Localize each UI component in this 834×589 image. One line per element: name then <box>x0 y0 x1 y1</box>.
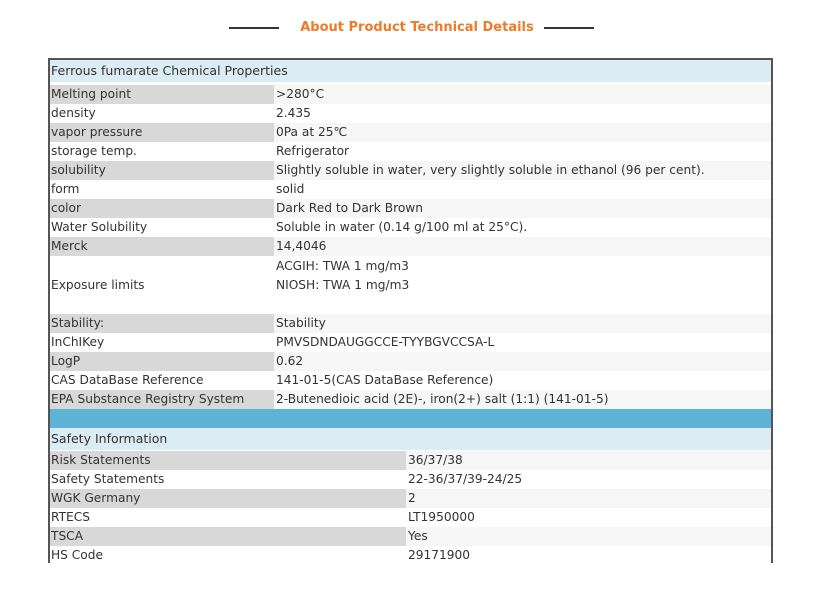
row-value: Soluble in water (0.14 g/100 ml at 25°C). <box>274 218 771 237</box>
table-row <box>50 333 771 352</box>
section-heading <box>0 18 834 40</box>
row-key: Merck <box>50 237 274 256</box>
row-key: storage temp. <box>50 142 274 161</box>
heading-divider-right <box>544 27 594 29</box>
row-key: RTECS <box>50 508 406 527</box>
row-key: Melting point <box>50 85 274 104</box>
row-value: 22-36/37/39-24/25 <box>406 470 771 489</box>
row-key: EPA Substance Registry System <box>50 390 274 409</box>
row-value: Refrigerator <box>274 142 771 161</box>
table-row <box>50 390 771 409</box>
row-value: Dark Red to Dark Brown <box>274 199 771 218</box>
row-value: 141-01-5(CAS DataBase Reference) <box>274 371 771 390</box>
chemical-properties-title: Ferrous fumarate Chemical Properties <box>50 60 771 82</box>
row-value: 36/37/38 <box>406 451 771 470</box>
technical-details-table <box>48 58 773 563</box>
row-value: >280°C <box>274 85 771 104</box>
row-value: Slightly soluble in water, very slightly soluble in ethanol (96 per cent). <box>274 161 771 180</box>
row-key: solubility <box>50 161 274 180</box>
safety-information-title: Safety Information <box>50 428 771 450</box>
table-row <box>50 508 771 527</box>
row-key: CAS DataBase Reference <box>50 371 274 390</box>
table-row <box>50 371 771 390</box>
table-row <box>50 451 771 470</box>
table-row <box>50 527 771 546</box>
row-key: Safety Statements <box>50 470 406 489</box>
row-value: 2-Butenedioic acid (2E)-, iron(2+) salt (1:1) (141-01-5) <box>274 390 771 409</box>
row-value: Yes <box>406 527 771 546</box>
row-key: LogP <box>50 352 274 371</box>
table-row <box>50 314 771 333</box>
row-value: PMVSDNDAUGGCCE-TYYBGVCCSA-L <box>274 333 771 352</box>
row-value: 2.435 <box>274 104 771 123</box>
page-title: About Product Technical Details <box>300 20 534 35</box>
row-key: density <box>50 104 274 123</box>
row-key: InChIKey <box>50 333 274 352</box>
table-row <box>50 470 771 489</box>
table-row <box>50 104 771 123</box>
table-row <box>50 218 771 237</box>
row-key: color <box>50 199 274 218</box>
table-row <box>50 352 771 371</box>
table-row <box>50 123 771 142</box>
table-row <box>50 142 771 161</box>
table-row <box>50 546 771 565</box>
table-row <box>50 199 771 218</box>
row-key: WGK Germany <box>50 489 406 508</box>
table-row <box>50 180 771 199</box>
row-value: 0Pa at 25℃ <box>274 123 771 142</box>
row-key: Exposure limits <box>50 257 274 314</box>
table-row <box>50 489 771 508</box>
row-value <box>274 257 771 314</box>
section-divider <box>50 409 771 428</box>
row-key: Water Solubility <box>50 218 274 237</box>
row-value: solid <box>274 180 771 199</box>
row-value: Stability <box>274 314 771 333</box>
row-value: LT1950000 <box>406 508 771 527</box>
row-key: Risk Statements <box>50 451 406 470</box>
row-key: vapor pressure <box>50 123 274 142</box>
row-value: 14,4046 <box>274 237 771 256</box>
table-row <box>50 237 771 256</box>
table-row <box>50 161 771 180</box>
row-value: 2 <box>406 489 771 508</box>
row-key: Stability: <box>50 314 274 333</box>
table-row <box>50 85 771 104</box>
exposure-acgih: ACGIH: TWA 1 mg/m3 <box>276 259 409 273</box>
exposure-niosh: NIOSH: TWA 1 mg/m3 <box>276 278 410 292</box>
row-key: form <box>50 180 274 199</box>
row-key: HS Code <box>50 546 406 565</box>
row-value: 29171900 <box>406 546 771 565</box>
row-value: 0.62 <box>274 352 771 371</box>
row-key: TSCA <box>50 527 406 546</box>
table-row <box>50 257 771 314</box>
